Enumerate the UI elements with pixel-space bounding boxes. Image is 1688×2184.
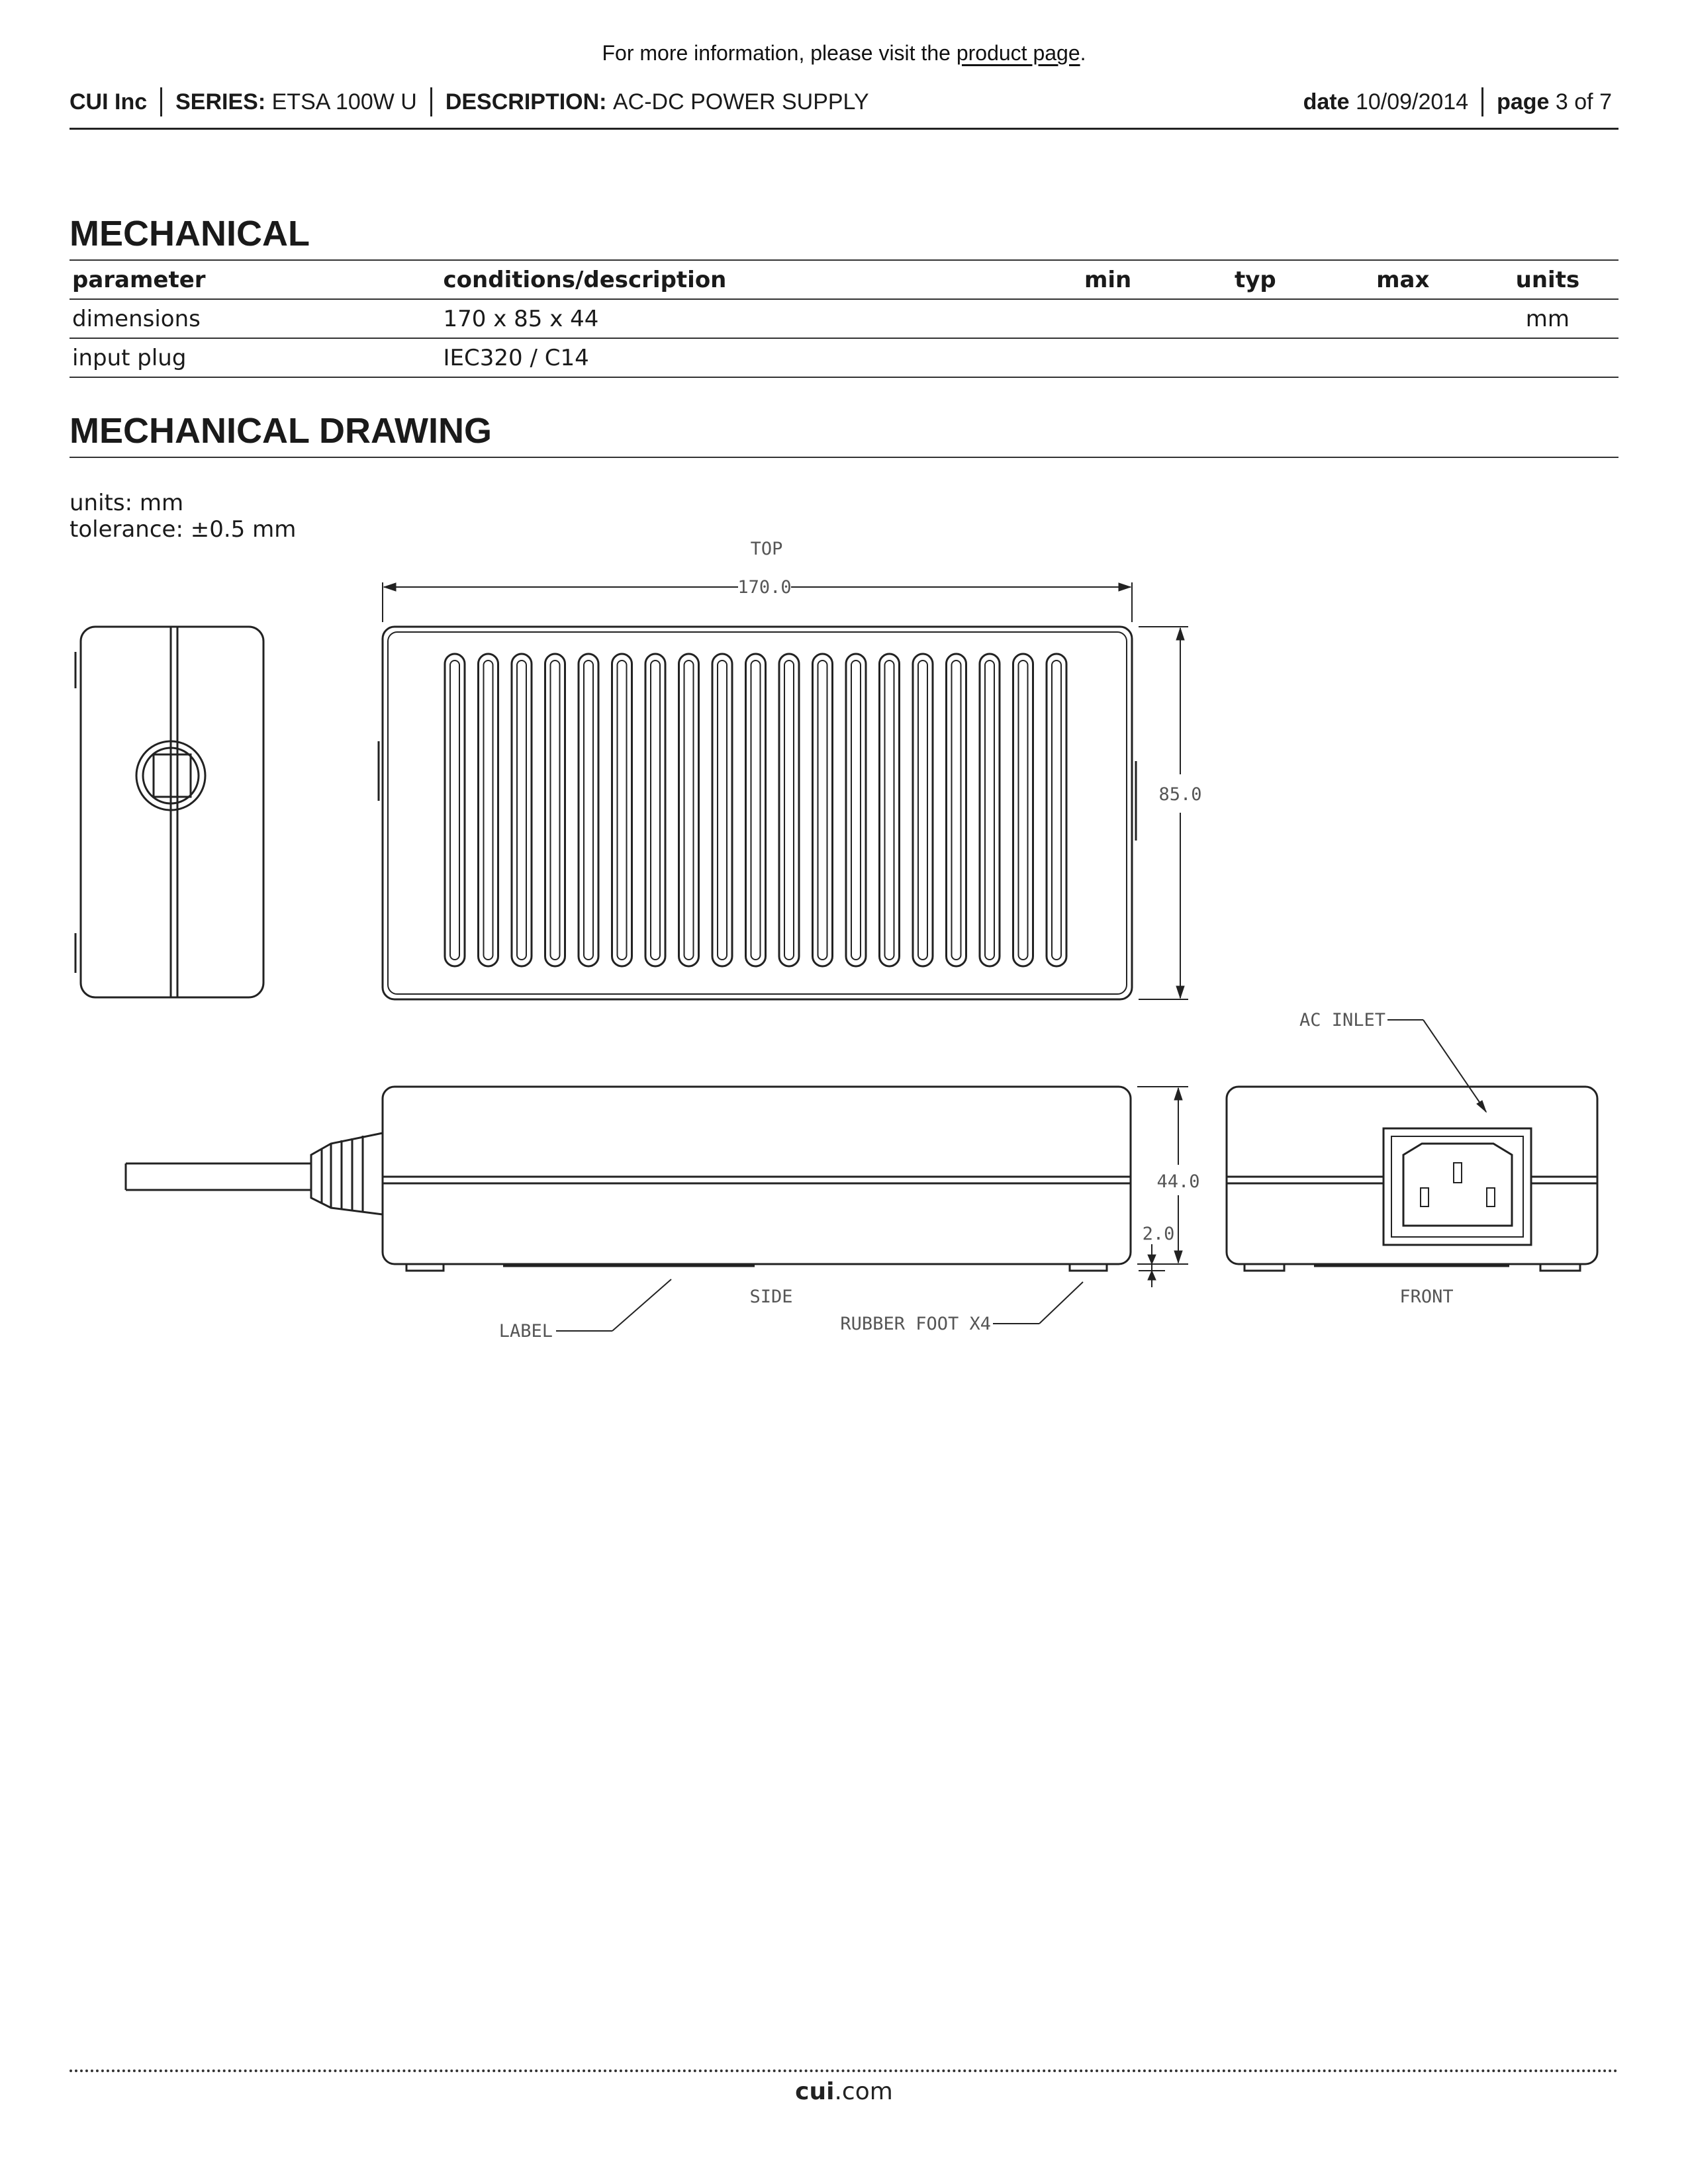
table-cell: 170 x 85 x 44 [441,299,1035,338]
vent-slot [645,654,665,966]
footer-rule [70,2070,1618,2072]
mechanical-drawing-title: MECHANICAL DRAWING [70,411,492,451]
page-header [70,87,1618,120]
vent-slot-inner [851,660,861,960]
table-cell [1329,299,1477,338]
series-label: SERIES: [175,89,266,114]
front-view-label: FRONT [1399,1287,1454,1307]
vent-slot [479,654,498,966]
table-cell: IEC320 / C14 [441,338,1035,377]
mechanical-table [70,259,1618,378]
footer-domain: .com [834,2078,893,2105]
column-header: conditions/description [441,260,1035,299]
vent-slot-inner [584,660,593,960]
table-cell: mm [1477,299,1618,338]
vent-slot [980,654,1000,966]
vent-slot [679,654,699,966]
header-rule [70,128,1618,130]
vent-slot-inner [985,660,994,960]
description-value: AC-DC POWER SUPPLY [612,89,869,114]
vent-slot-inner [651,660,660,960]
vent-slot-inner [751,660,761,960]
ac-inlet-callout: AC INLET [1299,1010,1385,1030]
vent-slots [445,654,1066,966]
vent-slot-inner [450,660,459,960]
height-dimension: 44.0 [1156,1171,1200,1192]
vent-slot-inner [684,660,694,960]
column-header: parameter [70,260,441,299]
column-header: units [1477,260,1618,299]
vent-slot-inner [885,660,894,960]
table-cell [1329,338,1477,377]
vent-slot-inner [1019,660,1028,960]
top-view [379,582,1188,999]
rubber-foot-callout: RUBBER FOOT X4 [840,1314,991,1334]
vent-slot [712,654,732,966]
page-label: page [1497,89,1550,114]
table-header-row [70,260,1618,299]
mechanical-title: MECHANICAL [70,214,310,253]
vent-slot-inner [517,660,526,960]
vent-slot [1013,654,1033,966]
page-number: 3 of 7 [1555,89,1612,114]
header-separator [160,87,162,116]
vent-slot-inner [818,660,827,960]
front-view [1227,1020,1597,1271]
table-cell [1182,338,1329,377]
vent-slot-inner [618,660,627,960]
table-cell: dimensions [70,299,441,338]
banner-suffix: . [1080,41,1086,65]
label-callout: LABEL [498,1321,553,1342]
vent-slot-inner [484,660,493,960]
info-banner [0,41,1688,66]
mechanical-drawing [0,516,1688,1377]
vent-slot-inner [1052,660,1061,960]
banner-text: For more information, please visit the [602,41,951,65]
top-view-label: TOP [750,539,783,559]
tolerance-note: tolerance: ±0.5 mm [70,516,297,543]
vent-slot-inner [918,660,927,960]
vent-slot [579,654,598,966]
vent-slot [779,654,799,966]
vent-slot-inner [718,660,727,960]
vent-slot [880,654,900,966]
vent-slot [512,654,532,966]
side-view-label: SIDE [749,1287,793,1307]
width-dimension: 85.0 [1158,784,1202,805]
vent-slot [1047,654,1066,966]
product-page-link[interactable]: product page [956,41,1080,65]
column-header: max [1329,260,1477,299]
table-cell: input plug [70,338,441,377]
table-row [70,299,1618,338]
section-rule [70,457,1618,458]
table-cell [1182,299,1329,338]
vent-slot-inner [952,660,961,960]
footer-brand: cui [795,2078,835,2105]
header-separator [1481,87,1483,116]
table-cell [1034,299,1182,338]
length-dimension: 170.0 [737,577,792,598]
table-row [70,338,1618,377]
company-name: CUI Inc [70,89,148,114]
date-value: 10/09/2014 [1355,89,1469,114]
series-value: ETSA 100W U [271,89,417,114]
vent-slot [846,654,866,966]
end-view [75,627,263,997]
vent-slot [746,654,766,966]
vent-slot-inner [551,660,560,960]
vent-slot [612,654,632,966]
vent-slot [913,654,933,966]
vent-slot-inner [784,660,794,960]
side-view [126,1087,1188,1331]
vent-slot [445,654,465,966]
footer [0,2078,1688,2105]
units-note: units: mm [70,490,184,516]
description-label: DESCRIPTION: [445,89,607,114]
table-cell [1477,338,1618,377]
vent-slot [545,654,565,966]
vent-slot [813,654,833,966]
table-cell [1034,338,1182,377]
column-header: typ [1182,260,1329,299]
column-header: min [1034,260,1182,299]
date-label: date [1303,89,1350,114]
header-separator [430,87,432,116]
foot-height-dimension: 2.0 [1142,1224,1175,1244]
vent-slot [947,654,966,966]
